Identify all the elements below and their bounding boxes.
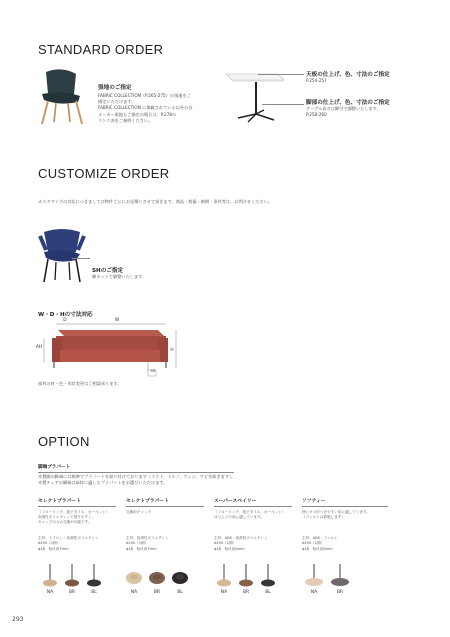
sh-line: 脚カットで調整いたします。: [92, 274, 147, 279]
glide-title: 脚端プラパート: [38, 465, 71, 470]
fabric-line-2: 指定いただけます。: [98, 99, 136, 105]
page-number: 293: [12, 616, 24, 623]
sh-title: SHのご指定: [92, 268, 124, 274]
column-3-desc-1: （フローリング、塩ビタイル、カーペット）: [214, 509, 286, 514]
glide-na-2: [126, 572, 142, 584]
column-3-spec: [214, 536, 294, 552]
option-column-4: [302, 497, 392, 520]
column-2-spec-3: φ18 取付高7mm: [126, 546, 157, 551]
column-1-glides: [38, 562, 118, 590]
fabric-line-4: メーカー張地もご指定の場合は、P.278の: [98, 111, 177, 117]
column-4-desc-1: 特にキズがつきやすい床に適しています。: [302, 509, 370, 514]
column-4-spec-1: 主材：ABS・フェルト: [302, 536, 338, 540]
column-4-rule: [302, 506, 388, 507]
column-3-spec-3: φ18 取付高6mm: [214, 546, 245, 551]
glide-na-4: [305, 564, 323, 586]
chair-image: [36, 68, 88, 126]
top-block: [306, 70, 436, 84]
glide-br-2: [149, 572, 165, 584]
table-image: [220, 68, 286, 126]
column-4-desc-2: （フェルトは着脱します）: [302, 515, 345, 519]
option-column-2: [126, 497, 206, 515]
glide-label-na-2: NA: [130, 590, 138, 595]
column-2-glides: [122, 562, 202, 590]
column-2-header: セレクトプラパート: [126, 499, 169, 504]
glide-bl-1: [87, 564, 101, 587]
customize-intro: カスタマイズの対応につきましては物件ごとにお見積りさせて頂きます。商品・数量・納期・条件等は、お問合せください。: [38, 199, 272, 204]
wdh-title: W・D・Hの寸法対応: [38, 312, 93, 318]
column-1-spec-3: φ18 取付高7mm: [38, 546, 69, 551]
glide-br-3: [239, 564, 253, 587]
glide-label-br-2: BR: [153, 590, 161, 595]
customize-order-heading: CUSTOMIZE ORDER: [38, 166, 170, 181]
glide-na-3: [217, 564, 231, 587]
column-4-header: ソフティー: [302, 499, 326, 504]
column-4-spec: [302, 536, 392, 552]
base-leader-line: [262, 104, 304, 105]
base-title: 脚部の仕上げ、色、寸法のご指定: [306, 100, 390, 106]
column-2-desc-1: 交換用キャップ: [126, 509, 152, 514]
sh-leader-line: [72, 258, 90, 259]
base-line: テーブル高さは脚付で調整いたします。: [306, 106, 381, 111]
glide-label-br-4: BR: [336, 590, 344, 595]
glide-label-na-3: NA: [220, 590, 228, 595]
dim-label-d: D: [63, 318, 67, 323]
column-4-spec-3: φ18 取付高8mm: [302, 546, 333, 551]
column-3-glides: [212, 562, 292, 590]
column-2-rule: [126, 506, 204, 507]
glide-label-bl-1: BL: [91, 590, 97, 595]
fabric-line-1: FABRIC COLLECTION（P.265-275）の張地をご: [98, 93, 191, 98]
column-3-rule: [214, 506, 292, 507]
glide-rule: [38, 472, 234, 473]
glide-line-2: 木製チェアの脚端は床材に適したプラパートをお選びいただけます。: [38, 480, 168, 485]
column-1-rule: [38, 506, 116, 507]
fabric-block: [98, 83, 208, 124]
column-4-glides: [300, 562, 380, 590]
glide-label-br-3: BR: [242, 590, 250, 595]
fabric-line-5: ランク表をご参照ください。: [98, 117, 153, 123]
column-3-desc-2: ほとんどの床に適しています。: [214, 515, 265, 519]
fabric-line-3: FABRIC COLLECTION に掲載されている以外の各: [98, 105, 193, 111]
column-2-spec-2: ¥200（1個）: [126, 541, 149, 546]
dim-label-ah: AH: [35, 345, 43, 350]
dim-label-h: H: [170, 348, 174, 353]
column-3-header: スーパースベイリー: [214, 499, 257, 504]
glide-bl-2: [172, 572, 188, 584]
base-block: [306, 98, 436, 118]
glide-label-bl-2: BL: [177, 590, 183, 595]
glide-label-br-1: BR: [68, 590, 76, 595]
glide-bl-3: [261, 564, 275, 587]
base-ref: P.258-260: [306, 112, 327, 118]
option-heading: OPTION: [38, 434, 90, 449]
column-1-desc-2: 高滑性ポリエチレンで滑りやすく、: [38, 515, 96, 519]
top-title: 天板の仕上げ、色、寸法のご指定: [306, 72, 390, 78]
column-1-header: セレクトプラパート: [38, 499, 81, 504]
column-2-spec: [126, 536, 206, 552]
dim-label-sh: SH: [150, 369, 156, 373]
top-leader-line: [258, 74, 304, 75]
glide-line-1: 木製脚の脚端には標準でプラパートを取り付けております（ラスト、トルノ、ウィン、ワビを除きます）。: [38, 474, 236, 479]
glide-br-4: [331, 564, 349, 586]
column-1-spec-2: ¥400（1個）: [38, 541, 61, 546]
glide-br-1: [65, 564, 79, 587]
column-1-spec: [38, 536, 118, 552]
option-column-3: [214, 497, 294, 520]
column-1-desc-3: キャップのみの交換が可能です。: [38, 520, 92, 525]
column-2-spec-1: 主材：高滑性ポリエチレン: [126, 536, 169, 540]
option-column-1: [38, 497, 118, 526]
fabric-title: 張地のご指定: [98, 85, 132, 91]
dim-label-w: W: [114, 318, 120, 323]
column-4-spec-2: ¥400（1個）: [302, 541, 325, 546]
sh-block: [92, 266, 212, 280]
column-1-spec-1: 主材：ナイロン・高滑性ポリエチレン: [38, 536, 99, 540]
glide-na-1: [43, 564, 57, 587]
glide-label-na-4: NA: [310, 590, 318, 595]
column-3-spec-2: ¥400（1個）: [214, 541, 237, 546]
top-ref: P.254-257: [306, 78, 327, 83]
wdh-note: 部材の材・色・形状変更はご相談承ります。: [38, 381, 122, 386]
standard-order-heading: STANDARD ORDER: [38, 42, 164, 57]
glide-label-na-1: NA: [46, 590, 54, 595]
glide-label-bl-3: BL: [265, 590, 271, 595]
column-1-desc-1: （フローリング、塩ビタイル、カーペット）: [38, 509, 110, 514]
sh-chair-image: [36, 228, 88, 284]
column-3-spec-1: 主材：ABS・高滑性ポリエチレン: [214, 536, 268, 540]
